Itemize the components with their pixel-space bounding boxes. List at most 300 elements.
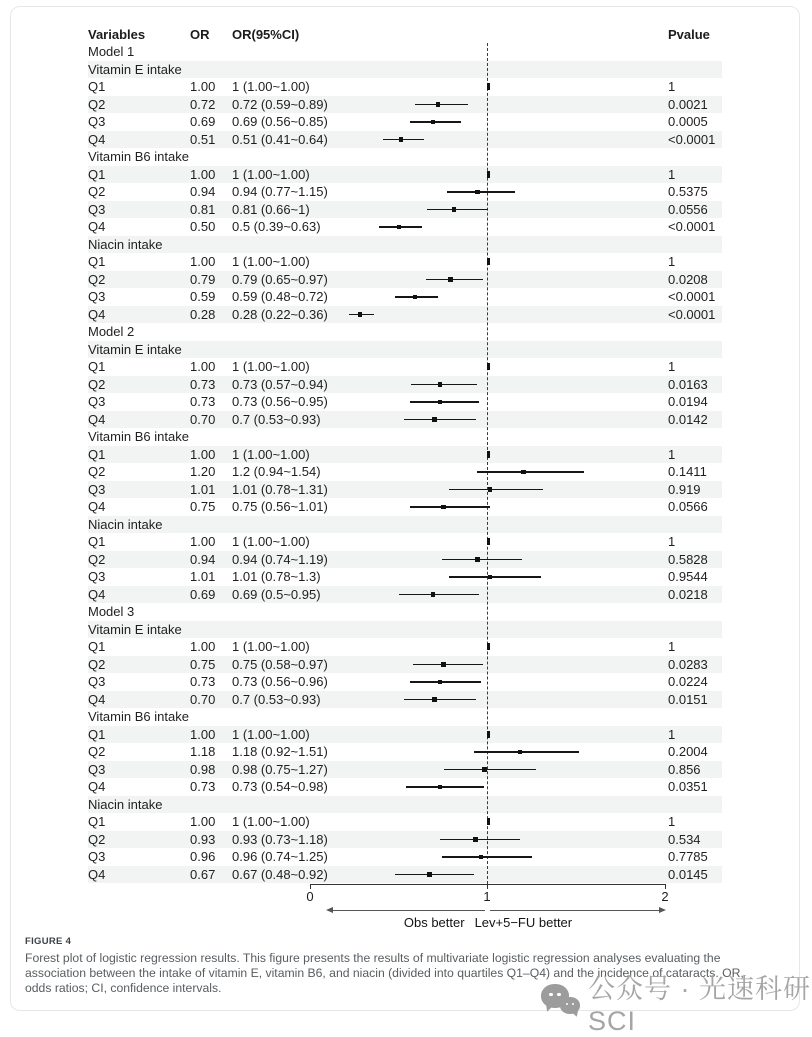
cell-variable: Q1	[88, 166, 106, 182]
forest-row	[88, 411, 722, 429]
point-estimate-marker	[488, 487, 493, 492]
cell-variable: Q3	[88, 114, 106, 130]
cell-variable: Q2	[88, 464, 106, 480]
cell-plot	[310, 586, 666, 604]
ci-line	[415, 104, 468, 106]
cell-variable: Q1	[88, 534, 106, 550]
cell-ci: 0.75 (0.58~0.97)	[232, 656, 328, 672]
cell-plot	[310, 796, 666, 814]
x-tick-label-2: 2	[661, 889, 669, 904]
cell-plot	[310, 166, 666, 184]
cell-pvalue: 0.0005	[668, 114, 708, 130]
cell-variable: Vitamin B6 intake	[88, 149, 189, 165]
ci-line	[449, 576, 542, 578]
point-estimate-marker	[487, 818, 490, 825]
forest-row	[88, 183, 722, 201]
cell-ci: 1 (1.00~1.00)	[232, 446, 310, 462]
cell-pvalue: 0.0021	[668, 96, 708, 112]
ci-line	[440, 839, 520, 841]
ci-line	[399, 594, 479, 596]
cell-variable: Q4	[88, 586, 106, 602]
ci-line	[442, 559, 522, 561]
ci-line	[410, 121, 462, 123]
cell-pvalue: 1	[668, 254, 676, 270]
point-estimate-marker	[438, 382, 443, 387]
direction-label-left: Obs better	[403, 915, 465, 930]
cell-pvalue: 1	[668, 359, 676, 375]
cell-or: 0.75	[190, 499, 216, 515]
cell-plot	[310, 516, 666, 534]
forest-row	[88, 778, 722, 796]
cell-plot	[310, 498, 666, 516]
cell-pvalue: 1	[668, 814, 676, 830]
cell-pvalue: <0.0001	[668, 306, 716, 322]
ci-line	[410, 401, 479, 403]
cell-ci: 1 (1.00~1.00)	[232, 166, 310, 182]
cell-pvalue: 0.0142	[668, 411, 708, 427]
cell-pvalue: 0.1411	[668, 464, 707, 480]
cell-pvalue: 0.0208	[668, 271, 708, 287]
forest-row	[88, 113, 722, 131]
point-estimate-marker	[487, 538, 490, 545]
forest-row	[88, 761, 722, 779]
direction-label-right: Lev+5−FU better	[474, 915, 573, 930]
forest-row	[88, 271, 722, 289]
forest-row	[88, 376, 722, 394]
cell-or: 0.73	[190, 674, 216, 690]
cell-plot	[310, 463, 666, 481]
cell-plot	[310, 61, 666, 79]
cell-ci: 1 (1.00~1.00)	[232, 814, 310, 830]
cell-pvalue: 0.0194	[668, 394, 708, 410]
cell-or: 1.00	[190, 814, 216, 830]
cell-or: 1.00	[190, 359, 216, 375]
cell-or: 0.81	[190, 201, 216, 217]
cell-variable: Q4	[88, 306, 106, 322]
cell-or: 0.93	[190, 831, 216, 847]
cell-plot	[310, 481, 666, 499]
cell-variable: Q4	[88, 866, 106, 882]
cell-ci: 0.73 (0.54~0.98)	[232, 779, 328, 795]
cell-plot	[310, 148, 666, 166]
group-row	[88, 236, 722, 254]
cell-pvalue: 0.856	[668, 761, 701, 777]
cell-variable: Q4	[88, 131, 106, 147]
cell-ci: 0.79 (0.65~0.97)	[232, 271, 328, 287]
cell-plot	[310, 271, 666, 289]
cell-plot	[310, 393, 666, 411]
cell-variable: Vitamin E intake	[88, 341, 182, 357]
point-estimate-marker	[518, 750, 523, 755]
forest-row	[88, 691, 722, 709]
cell-plot	[310, 341, 666, 359]
cell-or: 0.70	[190, 411, 216, 427]
forest-row	[88, 568, 722, 586]
cell-pvalue: 0.0163	[668, 376, 708, 392]
forest-row	[88, 726, 722, 744]
point-estimate-marker	[479, 855, 484, 860]
cell-pvalue: 0.0283	[668, 656, 708, 672]
cell-ci: 0.73 (0.56~0.95)	[232, 394, 328, 410]
point-estimate-marker	[432, 697, 437, 702]
cell-pvalue: 1	[668, 726, 676, 742]
cell-pvalue: 0.5828	[668, 551, 708, 567]
cell-plot	[310, 376, 666, 394]
cell-variable: Model 1	[88, 44, 135, 60]
cell-plot	[310, 621, 666, 639]
cell-pvalue: 0.0151	[668, 691, 708, 707]
cell-pvalue: 0.534	[668, 831, 701, 847]
cell-variable: Vitamin B6 intake	[88, 709, 189, 725]
cell-variable: Q4	[88, 219, 106, 235]
cell-variable: Q3	[88, 569, 106, 585]
ci-line	[413, 664, 482, 666]
forest-row	[88, 96, 722, 114]
point-estimate-marker	[475, 190, 480, 195]
cell-plot	[310, 603, 666, 621]
table-header	[88, 25, 722, 43]
cell-plot	[310, 253, 666, 271]
forest-row	[88, 393, 722, 411]
cell-or: 0.98	[190, 761, 216, 777]
figure-caption: Forest plot of logistic regression results. This figure presents the results of multivariate logistic regression analyses evaluating the association between the intake of vitamin E, vitamin B6, and niacin (divided into quartiles Q1–Q4) and the incidence of cataracts. OR, odds ratios; CI, confidence intervals.	[25, 951, 744, 995]
cell-ci: 0.7 (0.53~0.93)	[232, 411, 321, 427]
cell-ci: 0.94 (0.74~1.19)	[232, 551, 328, 567]
cell-or: 1.00	[190, 79, 216, 95]
group-row	[88, 621, 722, 639]
cell-variable: Q2	[88, 656, 106, 672]
cell-variable: Q3	[88, 289, 106, 305]
cell-or: 0.28	[190, 306, 216, 322]
cell-variable: Q1	[88, 814, 106, 830]
cell-variable: Q2	[88, 184, 106, 200]
ci-line	[444, 769, 537, 771]
forest-row	[88, 201, 722, 219]
point-estimate-marker	[413, 295, 418, 300]
cell-ci: 1.2 (0.94~1.54)	[232, 464, 321, 480]
point-estimate-marker	[487, 643, 490, 650]
cell-or: 0.73	[190, 779, 216, 795]
right-arrow-head	[659, 907, 666, 913]
cell-ci: 0.98 (0.75~1.27)	[232, 761, 328, 777]
point-estimate-marker	[427, 872, 432, 877]
cell-variable: Niacin intake	[88, 516, 163, 532]
cell-or: 0.69	[190, 586, 216, 602]
forest-row	[88, 78, 722, 96]
forest-row	[88, 551, 722, 569]
table-body	[88, 43, 722, 883]
forest-row	[88, 586, 722, 604]
cell-ci: 1.01 (0.78~1.3)	[232, 569, 321, 585]
cell-ci: 0.5 (0.39~0.63)	[232, 219, 321, 235]
ci-line	[406, 786, 484, 788]
point-estimate-marker	[438, 680, 443, 685]
cell-plot	[310, 113, 666, 131]
forest-row	[88, 498, 722, 516]
cell-ci: 1 (1.00~1.00)	[232, 639, 310, 655]
cell-or: 0.94	[190, 551, 216, 567]
ci-line	[447, 191, 515, 193]
group-row	[88, 341, 722, 359]
forest-row	[88, 533, 722, 551]
cell-variable: Q4	[88, 779, 106, 795]
cell-plot	[310, 131, 666, 149]
model-row	[88, 603, 722, 621]
cell-variable: Q1	[88, 359, 106, 375]
cell-or: 0.70	[190, 691, 216, 707]
cell-ci: 0.94 (0.77~1.15)	[232, 184, 328, 200]
cell-ci: 1 (1.00~1.00)	[232, 726, 310, 742]
cell-variable: Q2	[88, 744, 106, 760]
wechat-logo-icon	[541, 984, 579, 1021]
group-row	[88, 61, 722, 79]
cell-plot	[310, 306, 666, 324]
watermark-text: 公众号 · 光速科研SCI	[588, 974, 812, 1036]
cell-pvalue: <0.0001	[668, 289, 716, 305]
model-row	[88, 43, 722, 61]
cell-ci: 0.72 (0.59~0.89)	[232, 96, 328, 112]
point-estimate-marker	[431, 592, 436, 597]
forest-row	[88, 656, 722, 674]
point-estimate-marker	[438, 400, 443, 405]
cell-variable: Q1	[88, 446, 106, 462]
point-estimate-marker	[448, 277, 453, 282]
cell-pvalue: 0.0556	[668, 201, 708, 217]
left-arrow-head	[326, 907, 333, 913]
cell-plot	[310, 831, 666, 849]
cell-ci: 1.18 (0.92~1.51)	[232, 744, 328, 760]
group-row	[88, 708, 722, 726]
figure-label: FIGURE 4	[25, 936, 72, 947]
forest-row	[88, 831, 722, 849]
cell-pvalue: 1	[668, 534, 676, 550]
cell-plot	[310, 568, 666, 586]
cell-or: 0.69	[190, 114, 216, 130]
forest-row	[88, 218, 722, 236]
cell-or: 0.79	[190, 271, 216, 287]
cell-or: 1.00	[190, 446, 216, 462]
cell-ci: 0.81 (0.66~1)	[232, 201, 310, 217]
cell-or: 0.50	[190, 219, 216, 235]
watermark	[541, 967, 812, 1037]
cell-ci: 0.51 (0.41~0.64)	[232, 131, 328, 147]
cell-variable: Niacin intake	[88, 796, 163, 812]
x-axis	[310, 884, 666, 885]
ci-line	[410, 506, 490, 508]
point-estimate-marker	[358, 312, 363, 317]
cell-plot	[310, 96, 666, 114]
cell-plot	[310, 708, 666, 726]
ci-line	[404, 699, 475, 701]
ci-line	[474, 751, 579, 753]
point-estimate-marker	[487, 258, 490, 265]
cell-pvalue: 0.0351	[668, 779, 708, 795]
ci-line	[395, 874, 473, 876]
forest-row	[88, 481, 722, 499]
cell-variable: Q2	[88, 376, 106, 392]
cell-variable: Q2	[88, 96, 106, 112]
ci-line	[404, 419, 475, 421]
cell-ci: 0.69 (0.5~0.95)	[232, 586, 321, 602]
cell-variable: Q4	[88, 411, 106, 427]
forest-row	[88, 131, 722, 149]
point-estimate-marker	[488, 575, 493, 580]
cell-or: 1.00	[190, 639, 216, 655]
cell-plot	[310, 778, 666, 796]
point-estimate-marker	[399, 137, 404, 142]
cell-variable: Q2	[88, 271, 106, 287]
cell-or: 0.73	[190, 394, 216, 410]
point-estimate-marker	[431, 120, 436, 125]
point-estimate-marker	[441, 505, 446, 510]
cell-plot	[310, 201, 666, 219]
cell-or: 0.96	[190, 849, 216, 865]
cell-plot	[310, 656, 666, 674]
cell-plot	[310, 323, 666, 341]
point-estimate-marker	[487, 363, 490, 370]
cell-pvalue: <0.0001	[668, 219, 716, 235]
cell-plot	[310, 236, 666, 254]
forest-row	[88, 813, 722, 831]
cell-variable: Q4	[88, 499, 106, 515]
point-estimate-marker	[475, 557, 480, 562]
ci-line	[383, 139, 424, 141]
forest-row	[88, 638, 722, 656]
header-ci: OR(95%CI)	[232, 26, 300, 42]
cell-or: 1.01	[190, 569, 216, 585]
cell-plot	[310, 726, 666, 744]
cell-ci: 0.75 (0.56~1.01)	[232, 499, 328, 515]
cell-plot	[310, 866, 666, 884]
cell-plot	[310, 743, 666, 761]
cell-variable: Model 2	[88, 324, 135, 340]
forest-row	[88, 358, 722, 376]
forest-row	[88, 446, 722, 464]
group-row	[88, 148, 722, 166]
cell-ci: 0.7 (0.53~0.93)	[232, 691, 321, 707]
cell-plot	[310, 446, 666, 464]
left-arrow-line	[331, 910, 485, 911]
point-estimate-marker	[487, 451, 490, 458]
cell-plot	[310, 78, 666, 96]
point-estimate-marker	[487, 83, 490, 90]
cell-pvalue: 0.0145	[668, 866, 708, 882]
cell-plot	[310, 848, 666, 866]
cell-plot	[310, 533, 666, 551]
cell-pvalue: <0.0001	[668, 131, 716, 147]
cell-variable: Q2	[88, 551, 106, 567]
cell-pvalue: 0.0566	[668, 499, 708, 515]
cell-variable: Model 3	[88, 604, 135, 620]
cell-variable: Vitamin B6 intake	[88, 429, 189, 445]
cell-variable: Q4	[88, 691, 106, 707]
cell-or: 0.72	[190, 96, 216, 112]
cell-variable: Q3	[88, 394, 106, 410]
point-estimate-marker	[473, 837, 478, 842]
group-row	[88, 428, 722, 446]
cell-ci: 1 (1.00~1.00)	[232, 254, 310, 270]
ci-line	[427, 209, 488, 211]
forest-row	[88, 306, 722, 324]
cell-plot	[310, 288, 666, 306]
cell-or: 0.73	[190, 376, 216, 392]
cell-plot	[310, 761, 666, 779]
cell-variable: Q3	[88, 761, 106, 777]
cell-pvalue: 1	[668, 639, 676, 655]
forest-row	[88, 866, 722, 884]
cell-ci: 0.67 (0.48~0.92)	[232, 866, 328, 882]
cell-variable: Q1	[88, 254, 106, 270]
x-tick-label-1: 1	[483, 889, 491, 904]
point-estimate-marker	[521, 470, 526, 475]
cell-or: 1.20	[190, 464, 216, 480]
cell-or: 1.00	[190, 534, 216, 550]
cell-plot	[310, 673, 666, 691]
cell-variable: Niacin intake	[88, 236, 163, 252]
point-estimate-marker	[482, 767, 487, 772]
cell-pvalue: 0.7785	[668, 849, 708, 865]
cell-plot	[310, 218, 666, 236]
point-estimate-marker	[436, 102, 441, 107]
point-estimate-marker	[438, 785, 443, 790]
cell-or: 1.00	[190, 726, 216, 742]
cell-plot	[310, 358, 666, 376]
ci-line	[442, 856, 533, 858]
cell-plot	[310, 638, 666, 656]
ci-line	[449, 489, 543, 491]
cell-ci: 0.59 (0.48~0.72)	[232, 289, 328, 305]
forest-row	[88, 673, 722, 691]
cell-variable: Q3	[88, 201, 106, 217]
ci-line	[410, 681, 481, 683]
cell-pvalue: 1	[668, 446, 676, 462]
cell-pvalue: 0.2004	[668, 744, 708, 760]
cell-plot	[310, 551, 666, 569]
cell-plot	[310, 43, 666, 61]
group-row	[88, 516, 722, 534]
cell-variable: Q1	[88, 79, 106, 95]
cell-or: 0.94	[190, 184, 216, 200]
point-estimate-marker	[487, 731, 490, 738]
cell-ci: 1 (1.00~1.00)	[232, 359, 310, 375]
cell-ci: 0.93 (0.73~1.18)	[232, 831, 328, 847]
cell-or: 1.00	[190, 166, 216, 182]
cell-variable: Q3	[88, 674, 106, 690]
cell-ci: 0.28 (0.22~0.36)	[232, 306, 328, 322]
cell-variable: Q1	[88, 726, 106, 742]
forest-row	[88, 848, 722, 866]
cell-variable: Q1	[88, 639, 106, 655]
ci-line	[411, 384, 477, 386]
cell-pvalue: 0.5375	[668, 184, 708, 200]
cell-ci: 1 (1.00~1.00)	[232, 534, 310, 550]
forest-row	[88, 288, 722, 306]
point-estimate-marker	[441, 662, 446, 667]
cell-ci: 1 (1.00~1.00)	[232, 79, 310, 95]
cell-or: 0.51	[190, 131, 216, 147]
x-tick-label-0: 0	[306, 889, 314, 904]
forest-row	[88, 743, 722, 761]
point-estimate-marker	[452, 207, 457, 212]
header-or: OR	[190, 26, 210, 42]
model-row	[88, 323, 722, 341]
ci-line	[426, 279, 483, 281]
cell-or: 0.67	[190, 866, 216, 882]
cell-or: 0.75	[190, 656, 216, 672]
group-row	[88, 796, 722, 814]
cell-or: 1.18	[190, 744, 216, 760]
forest-row	[88, 253, 722, 271]
